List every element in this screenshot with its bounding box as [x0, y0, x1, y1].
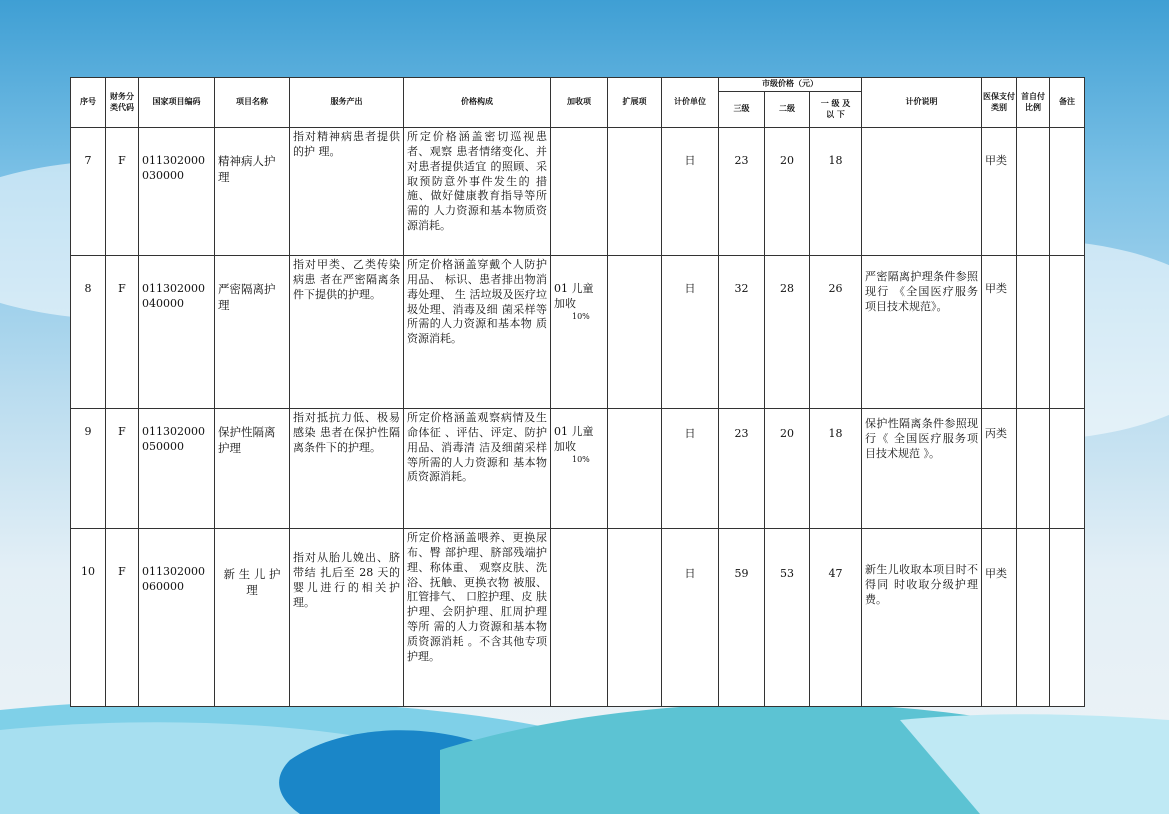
cell-price-note: 保护性隔离条件参照现行《 全国医疗服务项目技术规范 》。 — [862, 409, 982, 529]
header-composition: 价格构成 — [404, 78, 551, 128]
cell-remark — [1050, 256, 1085, 409]
surcharge-rate: 10% — [572, 454, 590, 464]
cell-finance: F — [106, 128, 139, 256]
cell-output: 指对抵抗力低、极易感染 患者在保护性隔离条件下的护理。 — [290, 409, 404, 529]
cell-unit: 日 — [662, 256, 719, 409]
cell-seq: 10 — [71, 529, 106, 707]
cell-price-level2: 28 — [765, 256, 810, 409]
cell-unit: 日 — [662, 409, 719, 529]
cell-seq: 8 — [71, 256, 106, 409]
table-row — [71, 128, 1085, 256]
table-row — [71, 409, 1085, 529]
header-national-code: 国家项目编码 — [139, 78, 215, 128]
cell-extension — [608, 128, 662, 256]
header-output: 服务产出 — [290, 78, 404, 128]
header-extension: 扩展项 — [608, 78, 662, 128]
cell-seq: 7 — [71, 128, 106, 256]
cell-output: 指对精神病患者提供的护 理。 — [290, 128, 404, 256]
cell-remark — [1050, 128, 1085, 256]
cell-seq: 9 — [71, 409, 106, 529]
cell-extension — [608, 256, 662, 409]
cell-insurance: 甲类 — [982, 529, 1017, 707]
header-finance-code: 财务分类代码 — [106, 78, 139, 128]
table-row — [71, 256, 1085, 409]
cell-output: 指对甲类、乙类传染病患 者在严密隔离条件下提供的护理。 — [290, 256, 404, 409]
cell-insurance: 丙类 — [982, 409, 1017, 529]
cell-extension — [608, 529, 662, 707]
cell-price-level3: 23 — [719, 409, 765, 529]
cell-price-level1: 18 — [810, 128, 862, 256]
surcharge-rate: 10% — [572, 311, 590, 321]
cell-price-level1: 47 — [810, 529, 862, 707]
cell-price-level1: 26 — [810, 256, 862, 409]
header-self-pay: 首自付比例 — [1017, 78, 1050, 128]
cell-self-pay — [1017, 409, 1050, 529]
header-insurance: 医保支付类别 — [982, 78, 1017, 128]
cell-price-level3: 23 — [719, 128, 765, 256]
cell-price-level2: 20 — [765, 128, 810, 256]
cell-unit: 日 — [662, 128, 719, 256]
background-wave — [0, 690, 1169, 814]
cell-composition: 所定价格涵盖穿戴个人防护用品、 标识、患者排出物消毒处理、 生 活垃圾及医疗垃圾处理、消毒及细 菌采样等所需的人力资源和基本物 质资源消耗。 — [404, 256, 551, 409]
cell-surcharge — [551, 256, 608, 409]
cell-composition: 所定价格涵盖密切巡视患者、观察 患者情绪变化、并对患者提供适宜 的照顾、采取预防意外事件发生的 措施、做好健康教育指导等所需的 人力资源和基本物质资源消耗。 — [404, 128, 551, 256]
header-level3: 三级 — [719, 92, 765, 128]
cell-surcharge — [551, 529, 608, 707]
cell-name: 精神病人护理 — [215, 128, 290, 256]
cell-composition: 所定价格涵盖喂养、更换尿布、臀 部护理、脐部残端护理、称体重、 观察皮肤、洗浴、抚触、更换衣物 被服、肛管排气、 口腔护理、皮 肤护理、会阴护理、肛周护理等所 需的人力资源和基本物质资源消耗 。不含其他专项护理。 — [404, 529, 551, 707]
cell-code: 011302000060000 — [139, 529, 215, 707]
cell-price-note: 严密隔离护理条件参照现行 《全国医疗服务项目技术规范》。 — [862, 256, 982, 409]
header-price-note: 计价说明 — [862, 78, 982, 128]
cell-remark — [1050, 529, 1085, 707]
table-header — [71, 78, 1085, 128]
cell-price-level3: 59 — [719, 529, 765, 707]
cell-finance: F — [106, 529, 139, 707]
cell-code: 011302000050000 — [139, 409, 215, 529]
cell-finance: F — [106, 409, 139, 529]
surcharge-label: 01 儿童加收 — [554, 425, 594, 453]
header-seq: 序号 — [71, 78, 106, 128]
cell-price-note — [862, 128, 982, 256]
pricing-table — [70, 77, 1085, 707]
surcharge-label: 01 儿童加收 — [554, 282, 594, 310]
cell-self-pay — [1017, 529, 1050, 707]
cell-price-level2: 53 — [765, 529, 810, 707]
header-unit: 计价单位 — [662, 78, 719, 128]
cell-unit: 日 — [662, 529, 719, 707]
header-level1: 一 级 及 以 下 — [810, 92, 862, 128]
table-row — [71, 529, 1085, 707]
cell-surcharge — [551, 128, 608, 256]
cell-composition: 所定价格涵盖观察病情及生命体征 、评估、评定、防护用品、消毒清 洁及细菌采样等所需的人力资源和 基本物质资源消耗。 — [404, 409, 551, 529]
cell-name: 严密隔离护理 — [215, 256, 290, 409]
cell-price-note: 新生儿收取本项目时不得同 时收取分级护理费。 — [862, 529, 982, 707]
cell-code: 011302000040000 — [139, 256, 215, 409]
cell-price-level2: 20 — [765, 409, 810, 529]
cell-price-level3: 32 — [719, 256, 765, 409]
header-market-price: 市级价格（元） — [719, 78, 862, 92]
cell-self-pay — [1017, 256, 1050, 409]
cell-output: 指对从胎儿娩出、脐带结 扎后至 28 天的婴儿进行的相关护理。 — [290, 529, 404, 707]
cell-price-level1: 18 — [810, 409, 862, 529]
cell-insurance: 甲类 — [982, 128, 1017, 256]
cell-self-pay — [1017, 128, 1050, 256]
header-name: 项目名称 — [215, 78, 290, 128]
header-surcharge: 加收项 — [551, 78, 608, 128]
cell-finance: F — [106, 256, 139, 409]
cell-name: 保护性隔离护理 — [215, 409, 290, 529]
cell-insurance: 甲类 — [982, 256, 1017, 409]
cell-extension — [608, 409, 662, 529]
header-remark: 备注 — [1050, 78, 1085, 128]
cell-name: 新 生 儿 护理 — [215, 529, 290, 707]
cell-surcharge — [551, 409, 608, 529]
cell-remark — [1050, 409, 1085, 529]
cell-code: 011302000030000 — [139, 128, 215, 256]
header-level2: 二级 — [765, 92, 810, 128]
